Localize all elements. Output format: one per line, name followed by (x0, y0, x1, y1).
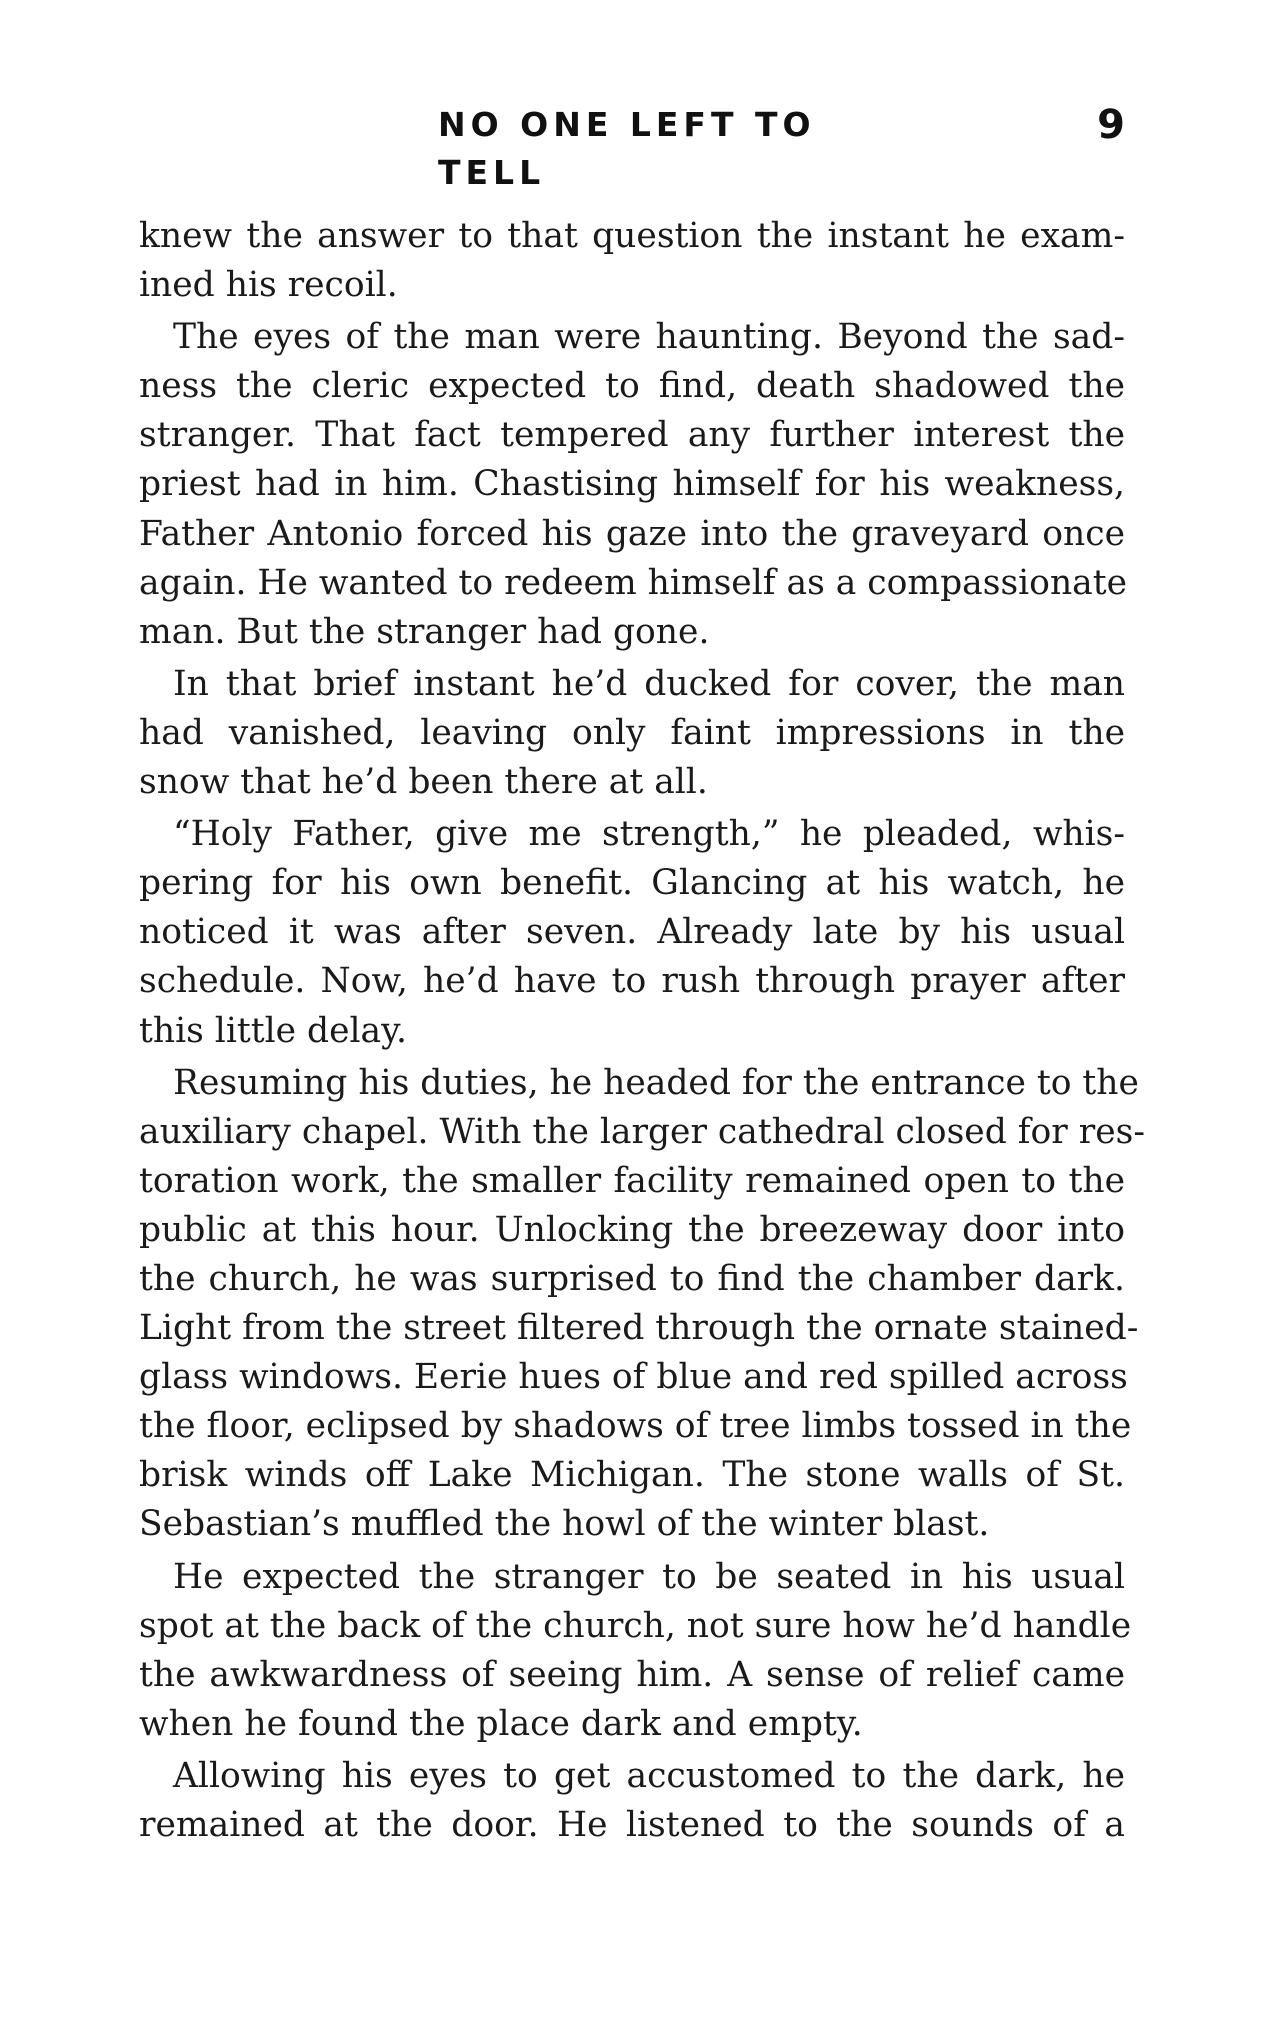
text-line: Light from the street filtered through the ornate stained- (139, 1308, 1139, 1349)
text-line: again. He wanted to redeem himself as a compassionate (139, 562, 1128, 603)
text-line: knew the answer to that question the instant he exam- (139, 216, 1125, 256)
paragraph (139, 1059, 1146, 1550)
text-line: the church, he was surprised to find the chamber dark. (139, 1258, 1125, 1299)
paragraph (139, 1553, 1132, 1749)
text-line: Resuming his duties, he headed for the entrance to the (173, 1062, 1139, 1103)
text-line: Father Antonio forced his gaze into the graveyard once (139, 513, 1125, 554)
running-head (0, 101, 1275, 192)
text-line: He expected the stranger to be seated in his usual (173, 1556, 1125, 1597)
page-number: 9 (1097, 102, 1125, 148)
text-line: The eyes of the man were haunting. Beyond the sad- (173, 317, 1125, 358)
text-line: auxiliary chapel. With the larger cathedral closed for res- (139, 1111, 1146, 1152)
text-line: toration work, the smaller facility remained open to the (139, 1160, 1125, 1201)
text-line: man. But the stranger had gone. (139, 611, 710, 652)
text-line: remained at the door. He listened to the sounds of a (139, 1805, 1125, 1845)
text-line: glass windows. Eerie hues of blue and red spilled across (139, 1357, 1128, 1398)
text-line: ness the cleric expected to find, death shadowed the (139, 366, 1125, 407)
text-line: spot at the back of the church, not sure how he’d handle (139, 1605, 1132, 1646)
paragraph (139, 660, 1125, 807)
body-text (139, 212, 1146, 1850)
text-line: the floor, eclipsed by shadows of tree limbs tossed in the (139, 1406, 1132, 1447)
text-line: had vanished, leaving only faint impressions in the (139, 712, 1125, 753)
text-line: In that brief instant he’d ducked for cover, the man (173, 663, 1125, 704)
text-line: stranger. That fact tempered any further interest the (139, 415, 1125, 456)
paragraph (139, 1752, 1125, 1850)
text-line: public at this hour. Unlocking the breezeway door into (139, 1209, 1125, 1250)
text-line: this little delay. (139, 1010, 407, 1051)
text-line: noticed it was after seven. Already late by his usual (139, 912, 1125, 953)
text-line: ined his recoil. (139, 265, 398, 306)
paragraph (139, 810, 1125, 1055)
text-line: the awkwardness of seeing him. A sense of relief came (139, 1654, 1125, 1695)
text-line: brisk winds off Lake Michigan. The stone walls of St. (139, 1455, 1125, 1496)
text-line: Allowing his eyes to get accustomed to the dark, he (173, 1755, 1125, 1796)
text-line: snow that he’d been there at all. (139, 762, 708, 803)
text-line: Sebastian’s muffled the howl of the winter blast. (139, 1504, 990, 1545)
paragraph (139, 313, 1128, 657)
text-line: when he found the place dark and empty. (139, 1703, 863, 1744)
text-line: schedule. Now, he’d have to rush through prayer after (139, 961, 1125, 1002)
paragraph (139, 212, 1125, 310)
text-line: pering for his own benefit. Glancing at his watch, he (139, 863, 1125, 904)
text-line: “Holy Father, give me strength,” he pleaded, whis- (173, 814, 1125, 855)
text-line: priest had in him. Chastising himself for his weakness, (139, 464, 1125, 505)
running-title: NO ONE LEFT TO TELL (438, 105, 816, 192)
